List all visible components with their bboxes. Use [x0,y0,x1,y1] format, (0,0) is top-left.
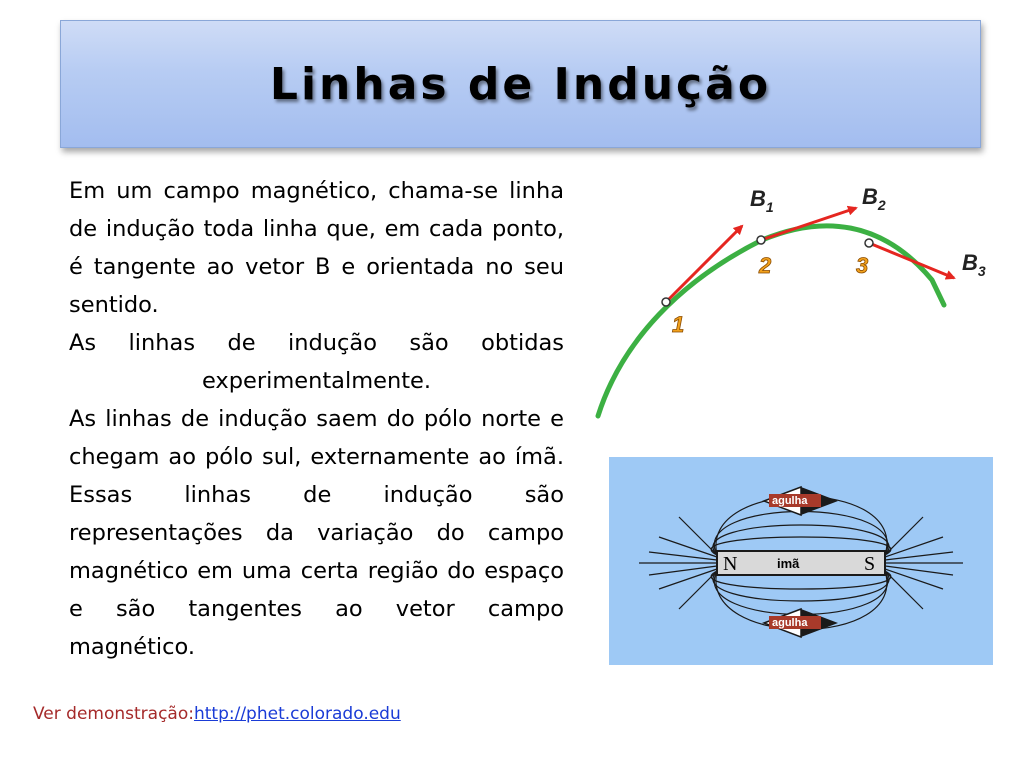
vector-b2-arrow [761,208,856,240]
vector-b3-arrow [869,243,954,278]
paragraph-definition: Em um campo magnético, chama-se linha de indução toda linha que, em cada ponto, é tangente ao vetor B e orientada no seu sentido. [69,178,564,318]
body-text [69,172,564,666]
vector-label-b3: $B_3$ [962,250,986,279]
point-1-marker [662,298,670,306]
magnet-diagram [609,457,993,665]
magnet-figure [609,457,993,665]
south-pole-label: S [864,553,876,575]
title-banner [60,20,981,148]
demo-label: Ver demonstração: [33,704,194,724]
compass-needle-top [764,487,838,515]
point-label-2: 2 [759,253,772,278]
needle-label-top: agulha [772,495,808,507]
phet-link[interactable]: http://phet.colorado.edu [193,704,401,724]
point-label-1: 1 [672,312,685,337]
slide-title: Linhas de Indução [269,58,772,110]
magnet-label: imã [777,556,800,571]
vector-label-b2: $B_2$ [862,184,886,213]
paragraph-obtained: As linhas de indução são obtidas [69,330,564,356]
needle-label-bottom: agulha [772,617,808,629]
field-line-figure [592,170,1012,430]
paragraph-north-south: As linhas de indução saem do pólo norte e chegam ao pólo sul, externamente ao ímã. [69,406,564,470]
north-pole-label: N [723,553,738,575]
bar-magnet [717,551,885,575]
paragraph-representation: Essas linhas de indução são representações da variação do campo magnético em uma certa região do espaço e são tangentes ao vetor campo magnético. [69,482,564,660]
vector-b1-arrow [666,226,742,302]
paragraph-experimental: experimentalmente. [201,368,432,394]
point-label-3: 3 [856,253,869,278]
vector-label-b1: $B_1$ [750,186,774,215]
point-2-marker [757,236,765,244]
demo-footer [33,704,401,724]
point-3-marker [865,239,873,247]
